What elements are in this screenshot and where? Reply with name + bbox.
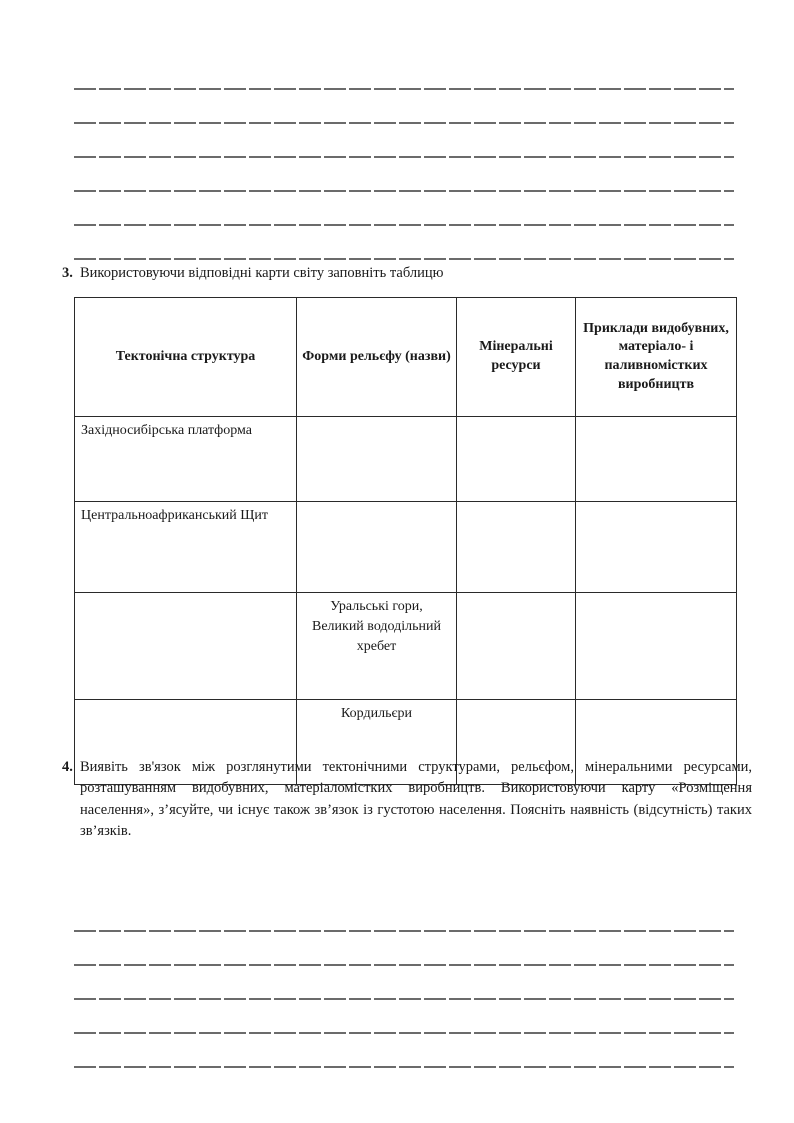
- tectonic-structures-table: [74, 297, 737, 785]
- table-row: [75, 417, 737, 502]
- answer-line[interactable]: [74, 1006, 734, 1040]
- cell-production-examples[interactable]: [576, 417, 737, 502]
- cell-relief-forms[interactable]: Кордильєри: [297, 700, 457, 785]
- question-text: Використовуючи відповідні карти світу заповніть таблицю: [80, 265, 444, 281]
- cell-relief-forms[interactable]: Уральські гори, Великий вододільний хребет: [297, 593, 457, 700]
- answer-line[interactable]: [74, 130, 734, 164]
- answer-line[interactable]: [74, 62, 734, 96]
- table-row: [75, 502, 737, 593]
- question-number: 3.: [62, 265, 73, 281]
- question-number: 4.: [62, 759, 73, 775]
- cell-tectonic-structure[interactable]: Західносибірська платформа: [75, 417, 297, 502]
- question-item-4: [58, 757, 758, 842]
- question-text: Виявіть зв'язок між розглянутими тектонічними структурами, рельєфом, мінеральними ресурсами, розташуванням видобувних, матеріаломістких виробництв. Використовуючи карту «Розміщення населення», з’ясуйте, чи існує також зв’язок із густотою населення. Поясніть наявність (відсутність) таких зв’язків.: [80, 759, 752, 839]
- answer-line[interactable]: [74, 164, 734, 198]
- cell-relief-forms[interactable]: [297, 502, 457, 593]
- cell-tectonic-structure[interactable]: Центральноафриканський Щит: [75, 502, 297, 593]
- answer-line[interactable]: [74, 972, 734, 1006]
- answer-line[interactable]: [74, 198, 734, 232]
- table-body: [75, 417, 737, 785]
- cell-production-examples[interactable]: [576, 593, 737, 700]
- question-item-3: [58, 263, 748, 284]
- table-row: [75, 593, 737, 700]
- answer-line[interactable]: [74, 232, 734, 266]
- column-header-production-examples: Приклади видобувних, матеріало- і паливномістких виробництв: [576, 298, 737, 417]
- cell-production-examples[interactable]: [576, 502, 737, 593]
- answer-lines-bottom: [74, 904, 734, 1074]
- answer-line[interactable]: [74, 96, 734, 130]
- answer-lines-top: [74, 62, 734, 266]
- column-header-relief-forms: Форми рельєфу (назви): [297, 298, 457, 417]
- cell-mineral-resources[interactable]: [457, 593, 576, 700]
- table-header-row: [75, 298, 737, 417]
- answer-line[interactable]: [74, 1040, 734, 1074]
- cell-mineral-resources[interactable]: [457, 502, 576, 593]
- column-header-tectonic-structure: Тектонічна структура: [75, 298, 297, 417]
- cell-tectonic-structure[interactable]: [75, 593, 297, 700]
- column-header-mineral-resources: Мінеральні ресурси: [457, 298, 576, 417]
- answer-line[interactable]: [74, 904, 734, 938]
- cell-mineral-resources[interactable]: [457, 417, 576, 502]
- cell-relief-forms[interactable]: [297, 417, 457, 502]
- table-header: [75, 298, 737, 417]
- answer-line[interactable]: [74, 938, 734, 972]
